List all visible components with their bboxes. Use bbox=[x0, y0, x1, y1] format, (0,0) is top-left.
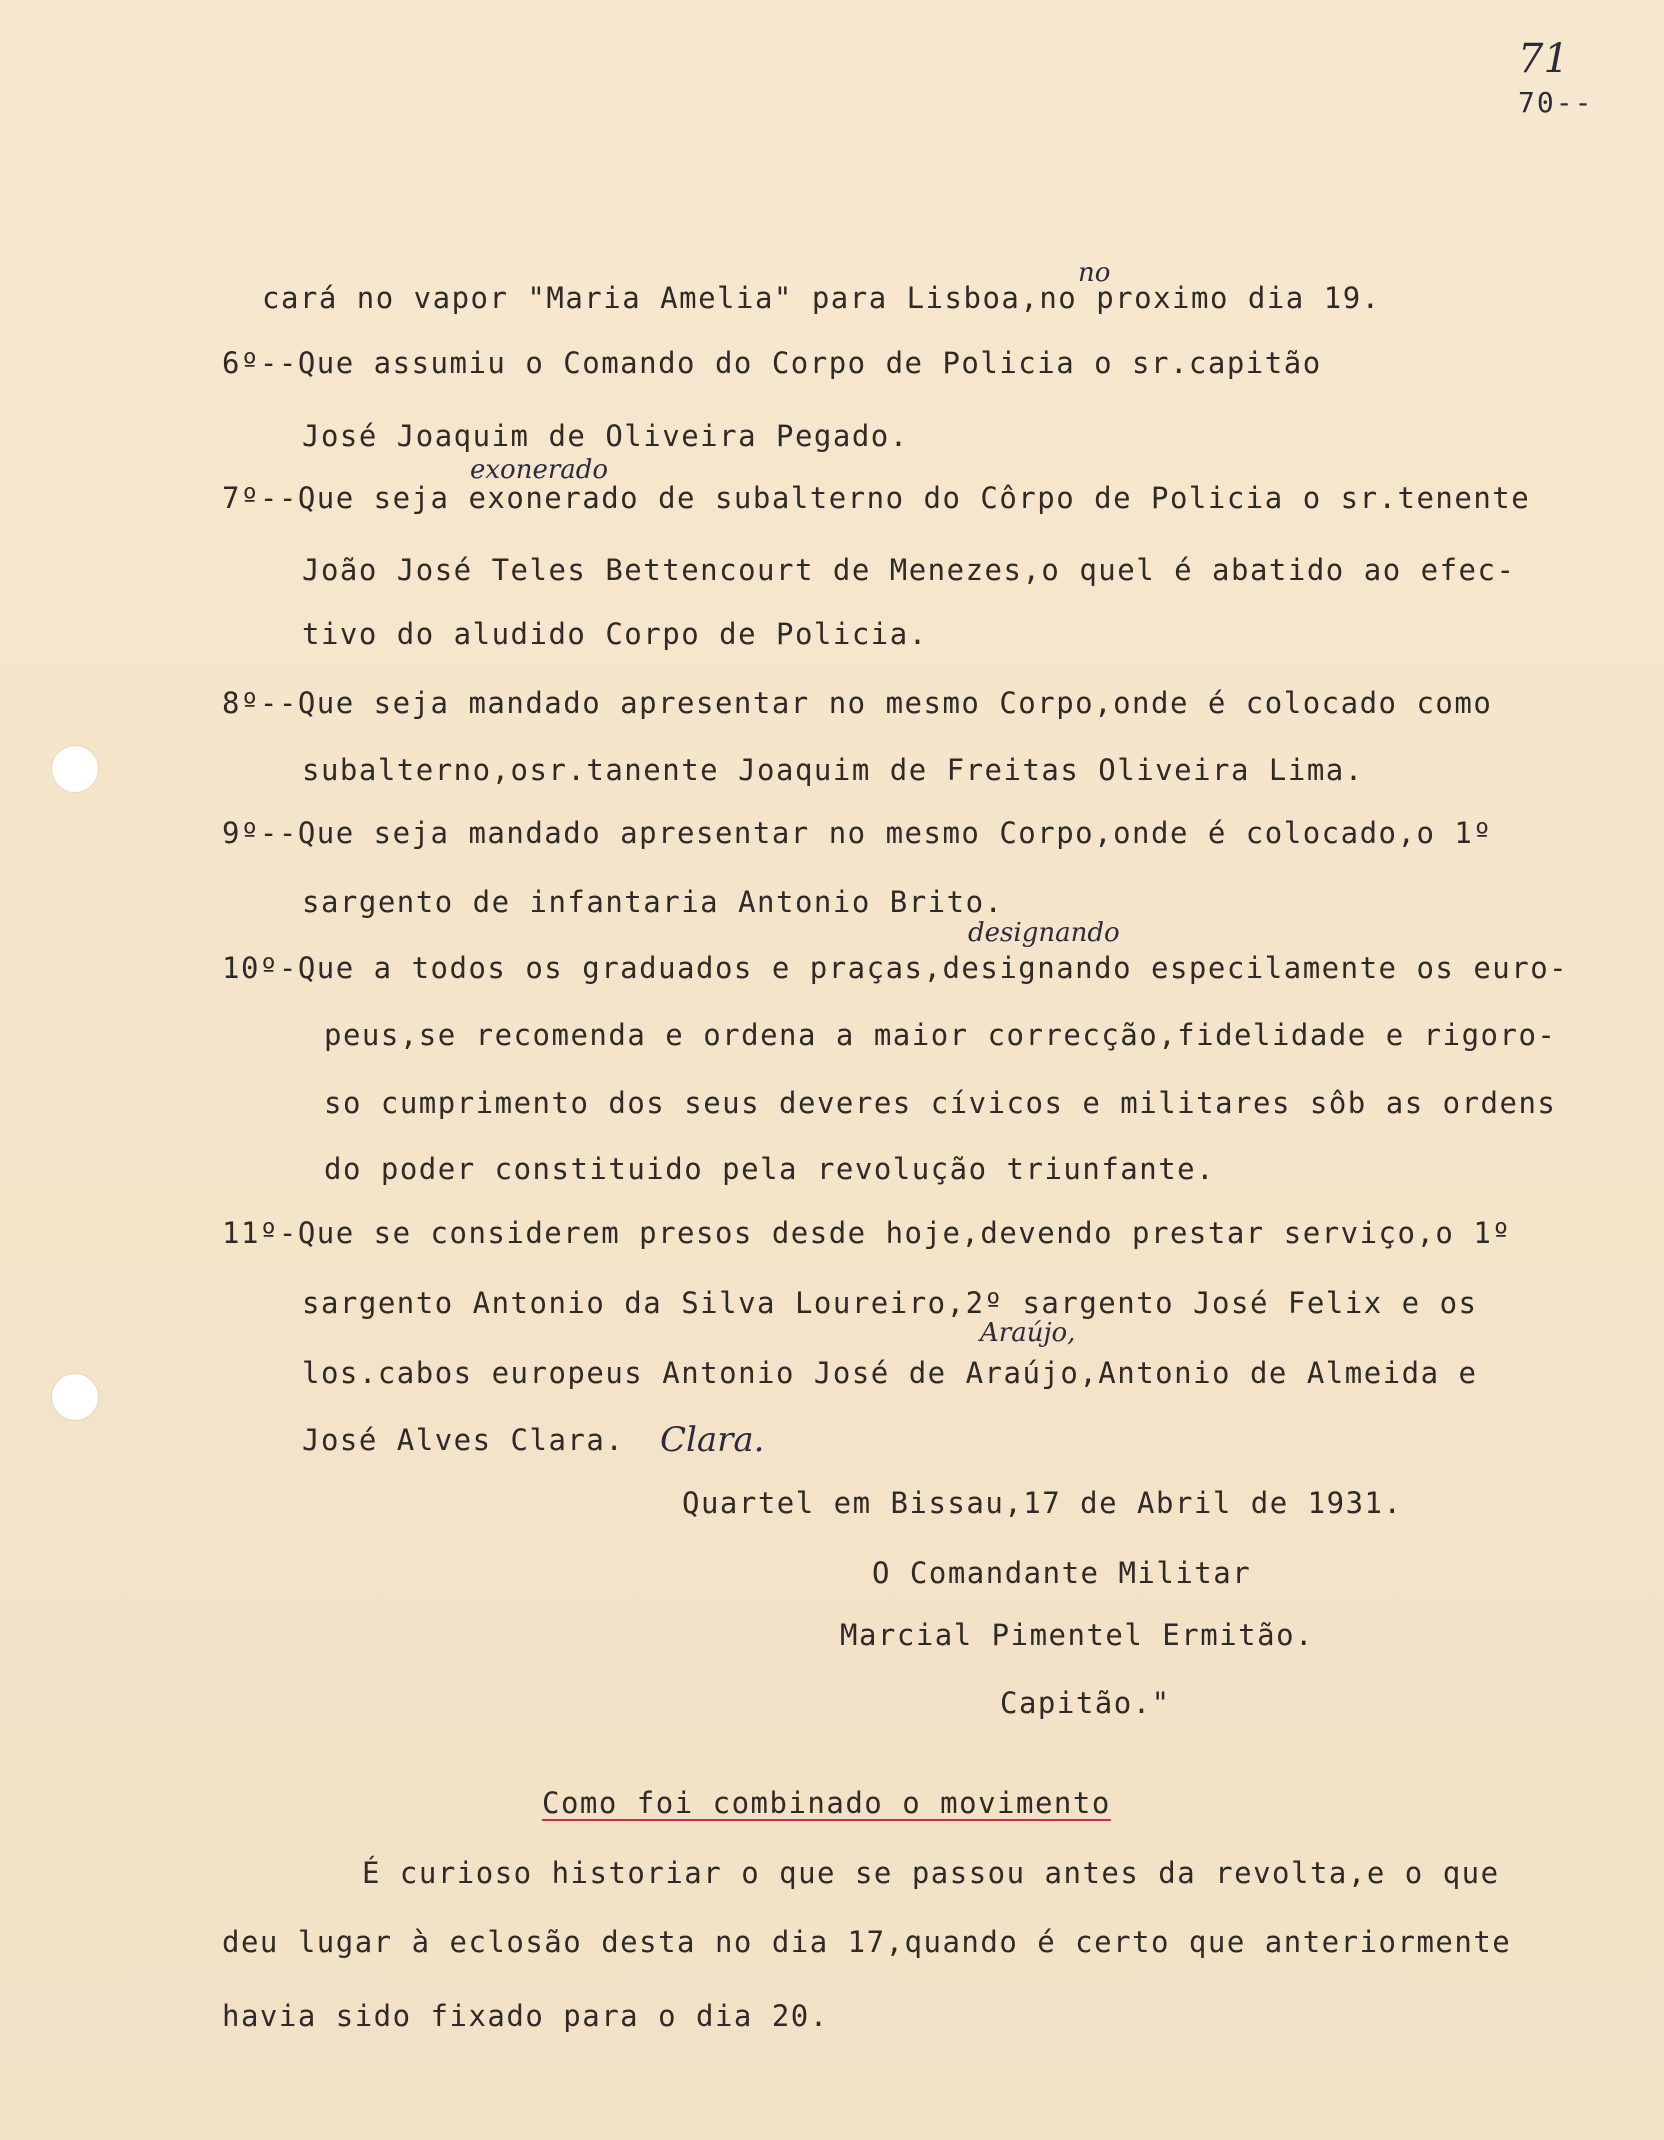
annotation-araujo: Araújo, bbox=[980, 1318, 1076, 1348]
body-line: 6º--Que assumiu o Comando do Corpo de Policia o sr.capitão bbox=[222, 346, 1322, 380]
body-line: 8º--Que seja mandado apresentar no mesmo Corpo,onde é colocado como bbox=[222, 686, 1493, 720]
body-line: José Joaquim de Oliveira Pegado. bbox=[302, 419, 909, 453]
page-number-old: 70-- bbox=[1518, 86, 1594, 119]
punch-hole-top bbox=[52, 746, 98, 792]
body-line: sargento Antonio da Silva Loureiro,2º sargento José Felix e os bbox=[302, 1286, 1478, 1320]
punch-hole-bottom bbox=[52, 1374, 98, 1420]
body-line: sargento de infantaria Antonio Brito. bbox=[302, 885, 1004, 919]
place-date: Quartel em Bissau,17 de Abril de 1931. bbox=[682, 1486, 1403, 1520]
body-line: los.cabos europeus Antonio José de Araújo,Antonio de Almeida e bbox=[302, 1356, 1478, 1390]
body-line: 9º--Que seja mandado apresentar no mesmo Corpo,onde é colocado,o 1º bbox=[222, 816, 1493, 850]
paragraph-line: É curioso historiar o que se passou antes da revolta,e o que bbox=[362, 1856, 1500, 1890]
body-line: do poder constituido pela revolução triunfante. bbox=[324, 1152, 1216, 1186]
body-line: cará no vapor "Maria Amelia" para Lisboa,no proximo dia 19. bbox=[262, 281, 1381, 315]
signer-rank: Capitão." bbox=[1000, 1686, 1171, 1720]
body-line: João José Teles Bettencourt de Menezes,o quel é abatido ao efec- bbox=[302, 553, 1516, 587]
body-line: 10º-Que a todos os graduados e praças,designando especilamente os euro- bbox=[222, 951, 1569, 985]
annotation-clara: Clara. bbox=[660, 1420, 765, 1460]
annotation-exonerado: exonerado bbox=[470, 455, 609, 485]
body-line: so cumprimento dos seus deveres cívicos e militares sôb as ordens bbox=[324, 1086, 1557, 1120]
signer-title: O Comandante Militar bbox=[872, 1556, 1252, 1590]
body-line: 7º--Que seja exonerado de subalterno do Côrpo de Policia o sr.tenente bbox=[222, 481, 1531, 515]
body-line: peus,se recomenda e ordena a maior correcção,fidelidade e rigoro- bbox=[324, 1018, 1557, 1052]
body-line: José Alves Clara. bbox=[302, 1423, 625, 1457]
signer-name: Marcial Pimentel Ermitão. bbox=[840, 1618, 1314, 1652]
annotation-designando: designando bbox=[968, 918, 1120, 948]
paragraph-line: havia sido fixado para o dia 20. bbox=[222, 1999, 829, 2033]
section-heading: Como foi combinado o movimento bbox=[542, 1786, 1111, 1820]
annotation-no: no bbox=[1078, 258, 1111, 288]
body-line: subalterno,osr.tanente Joaquim de Freitas Oliveira Lima. bbox=[302, 753, 1364, 787]
page-number: 71 bbox=[1518, 36, 1569, 82]
body-line: 11º-Que se considerem presos desde hoje,devendo prestar serviço,o 1º bbox=[222, 1216, 1512, 1250]
body-line: tivo do aludido Corpo de Policia. bbox=[302, 617, 928, 651]
paragraph-line: deu lugar à eclosão desta no dia 17,quando é certo que anteriormente bbox=[222, 1925, 1512, 1959]
